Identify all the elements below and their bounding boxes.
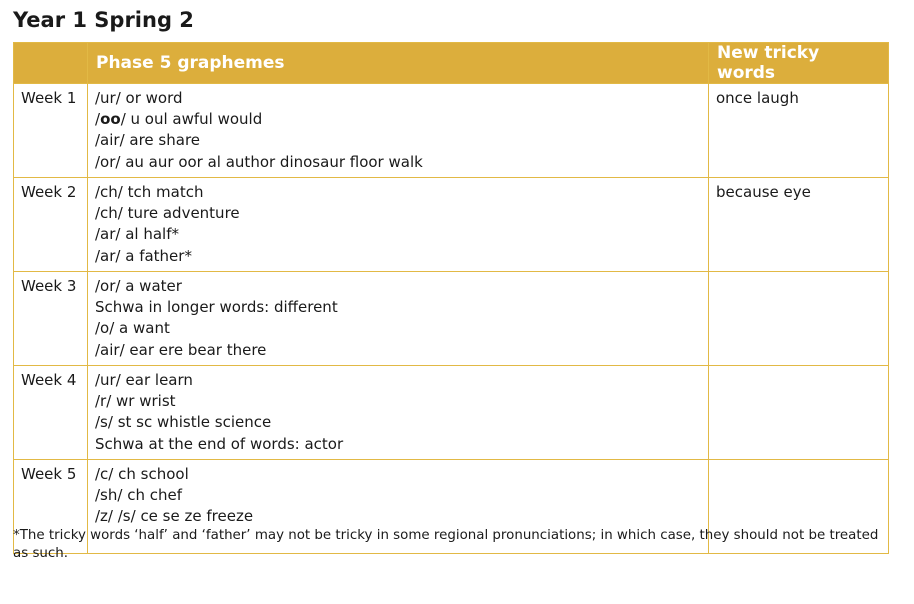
grapheme-line: /ur/ ear learn — [95, 371, 193, 389]
grapheme-line: Schwa at the end of words: actor — [95, 434, 344, 453]
week-label: Week 3 — [14, 272, 88, 366]
graphemes-cell — [88, 272, 709, 366]
grapheme-line: /s/ st sc whistle science — [95, 413, 272, 432]
grapheme-line: /or/ au aur oor al author dinosaur floor walk — [95, 152, 423, 171]
grapheme-line: Schwa in longer words: different — [95, 298, 338, 317]
footnote: *The tricky words ‘half’ and ‘father’ may not be tricky in some regional pronunciations; in which case, they should not be treated as such. — [13, 528, 879, 561]
table-row — [14, 84, 889, 178]
week-label: Week 1 — [14, 84, 88, 178]
grapheme-line: /z/ /s/ ce se ze freeze — [95, 507, 254, 526]
tricky-words-cell: once laugh — [709, 84, 889, 178]
grapheme-line: /air/ ear ere bear there — [95, 340, 267, 359]
header-tricky-words: New tricky words — [709, 43, 889, 84]
tricky-words-cell: because eye — [709, 178, 889, 272]
graphemes-cell — [88, 84, 709, 178]
grapheme-line: /r/ wr wrist — [95, 392, 176, 411]
grapheme-line: /ur/ or word — [95, 89, 183, 107]
week-label: Week 5 — [14, 460, 88, 554]
header-week — [14, 43, 88, 84]
header-graphemes: Phase 5 graphemes — [88, 43, 709, 84]
week-label: Week 2 — [14, 178, 88, 272]
table-row — [14, 178, 889, 272]
grapheme-line: /air/ are share — [95, 131, 201, 150]
grapheme-line: /c/ ch school — [95, 465, 189, 483]
page-title: Year 1 Spring 2 — [13, 8, 194, 32]
grapheme-line: /ch/ tch match — [95, 183, 204, 201]
grapheme-line: /o/ a want — [95, 319, 170, 338]
graphemes-cell — [88, 178, 709, 272]
grapheme-line: /or/ a water — [95, 277, 182, 295]
tricky-words-cell — [709, 366, 889, 460]
grapheme-line: /sh/ ch chef — [95, 486, 182, 505]
grapheme-line: /ch/ ture adventure — [95, 204, 240, 223]
week-label: Week 4 — [14, 366, 88, 460]
table-row — [14, 366, 889, 460]
graphemes-cell — [88, 366, 709, 460]
grapheme-line: /ar/ al half* — [95, 225, 180, 244]
grapheme-line: /ar/ a father* — [95, 246, 192, 265]
grapheme-line-oo: /oo/ u oul awful would — [95, 110, 263, 129]
tricky-words-cell — [709, 272, 889, 366]
table-row — [14, 272, 889, 366]
table-header-row — [14, 43, 889, 84]
phonics-table — [13, 42, 889, 554]
